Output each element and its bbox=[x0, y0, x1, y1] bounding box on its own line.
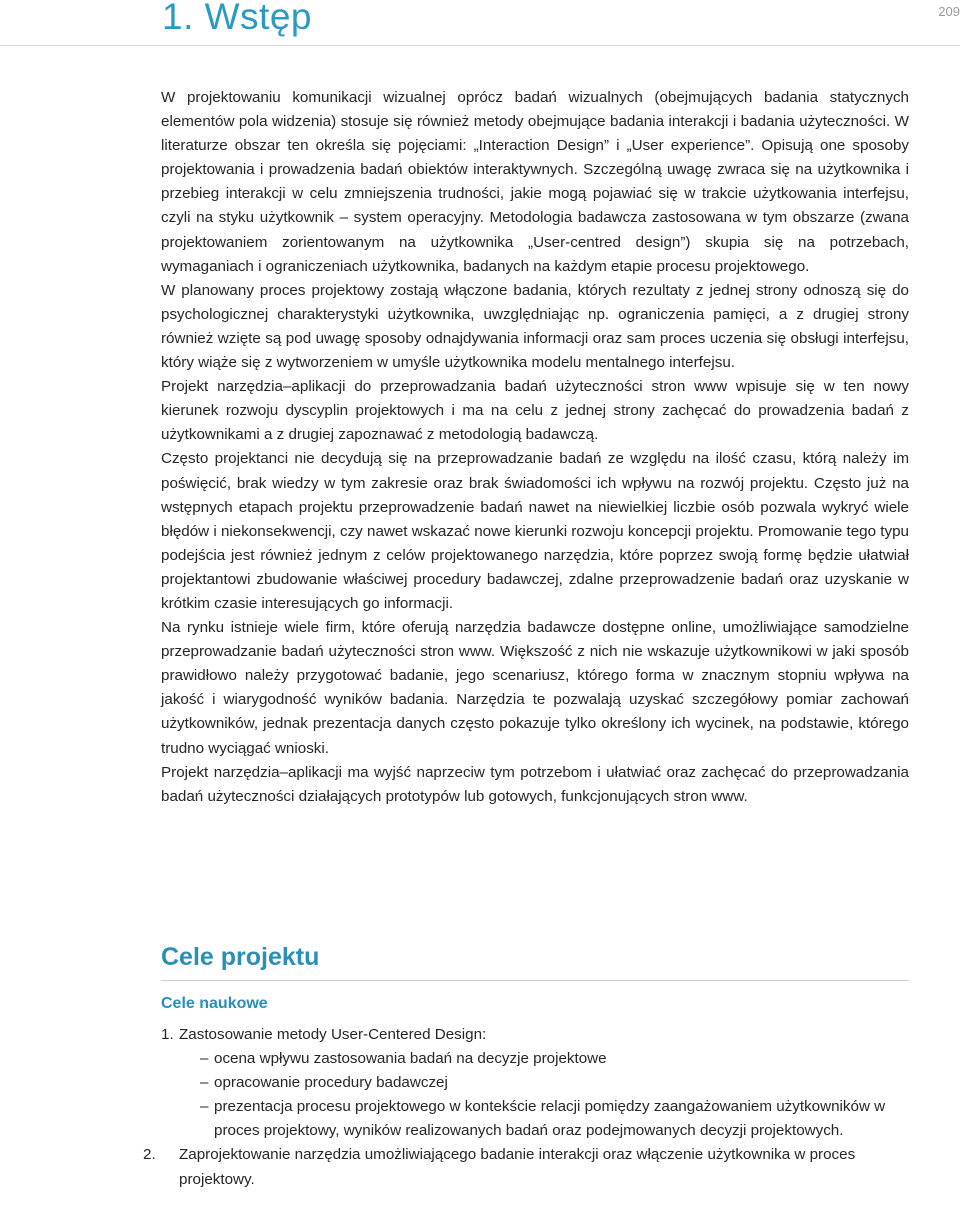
chapter-title: 1. Wstęp bbox=[162, 0, 312, 37]
list-subitem bbox=[161, 1047, 909, 1071]
list-item bbox=[143, 1143, 909, 1191]
paragraph: W projektowaniu komunikacji wizualnej oprócz badań wizualnych (obejmujących badania statycznych elementów pola widzenia) stosuje się również metody obejmujące badania interakcji i badania użyteczności. W literaturze obszar ten określa się pojęciami: „Interaction Design” i „User experience”. Opisują one sposoby projektowania i prowadzenia badań obiektów interaktywnych. Szczególną uwagę zwraca się na użytkownika i przebieg interakcji w celu zmniejszenia trudności, jakie mogą pojawiać się w trakcie użytkowania interfejsu, czyli na styku użytkownik – system operacyjny. Metodologia badawcza zastosowana w tym obszarze (zwana projektowaniem zorientowanym na użytkownika „User-centred design”) skupia się na potrzebach, wymaganiach i ograniczeniach użytkownika, badanych na każdym etapie procesu projektowego. bbox=[161, 89, 909, 275]
subsection-heading: Cele naukowe bbox=[161, 995, 268, 1012]
list-item bbox=[161, 1023, 909, 1047]
paragraph: Projekt narzędzia–aplikacji ma wyjść naprzeciw tym potrzebom i ułatwiać oraz zachęcać do przeprowadzania badań użyteczności działających prototypów lub gotowych, funkcjonujących stron www. bbox=[161, 763, 909, 805]
list-item-number: 2. bbox=[143, 1146, 156, 1164]
list-subitem bbox=[161, 1095, 909, 1143]
paragraph: Projekt narzędzia–aplikacji do przeprowadzania badań użyteczności stron www wpisuje się w ten nowy kierunek rozwoju dyscyplin projektowych i ma na celu z jednej strony zachęcać do prowadzenia badań z użytkownikami a z drugiej zapoznawać z metodologią badawczą. bbox=[161, 378, 909, 444]
section-heading: Cele projektu bbox=[161, 943, 320, 971]
list-item-text: Zaprojektowanie narzędzia umożliwiającego badanie interakcji oraz włączenie użytkownika w proces projektowy. bbox=[179, 1146, 856, 1188]
list-subitem bbox=[161, 1071, 909, 1095]
goals-list bbox=[143, 1023, 909, 1192]
paragraph: Często projektanci nie decydują się na przeprowadzanie badań ze względu na ilość czasu, którą należy im poświęcić, brak wiedzy w tym zakresie oraz brak świadomości ich wpływu na rozwój projektu. Często już na wstępnych etapach projektu przeprowadzenie badań nawet na niewielkiej liczbie osób pozwala wykryć wiele błędów i niekonsekwencji, czy nawet wskazać nowe kierunki rozwoju koncepcji projektu. Promowanie tego typu podejścia jest również jednym z celów projektowanego narzędzia, które poprzez swoją formę będzie ułatwiał projektantowi zbudowanie właściwej procedury badawczej, zdalne przeprowadzenie badań oraz uzyskanie w krótkim czasie interesujących go informacji. bbox=[161, 450, 909, 612]
list-subitem-text: opracowanie procedury badawczej bbox=[214, 1074, 448, 1092]
paragraph: W planowany proces projektowy zostają włączone badania, których rezultaty z jednej strony odnoszą się do psychologicznej charakterystyki użytkownika, uwzględniając np. ograniczenia pamięci, a z drugiej strony również wzięte są pod uwagę sposoby odnajdywania informacji oraz sam proces uczenia się obsługi interfejsu, który wiąże się z wytworzeniem w umyśle użytkownika modelu mentalnego interfejsu. bbox=[161, 281, 909, 372]
list-item-number: 1. bbox=[161, 1026, 174, 1043]
dash-bullet: – bbox=[200, 1074, 209, 1092]
dash-bullet: – bbox=[200, 1050, 209, 1068]
header-divider bbox=[0, 45, 960, 46]
list-subitem-text: ocena wpływu zastosowania badań na decyzje projektowe bbox=[214, 1050, 607, 1068]
list-subitem-text: prezentacja procesu projektowego w kontekście relacji pomiędzy zaangażowaniem użytkowników w proces projektowy, wyników realizowanych badań oraz podejmowanych decyzji projektowych. bbox=[214, 1098, 886, 1140]
page-number: 209 bbox=[938, 4, 960, 19]
subsection-divider bbox=[161, 980, 909, 981]
dash-bullet: – bbox=[200, 1098, 209, 1116]
paragraph: Na rynku istnieje wiele firm, które oferują narzędzia badawcze dostępne online, umożliwiające samodzielne przeprowadzanie badań użyteczności stron www. Większość z nich nie wskazuje użytkownikowi w jaki sposób prawidłowo należy przygotować badanie, jego scenariusz, którego forma w znacznym stopniu wpływa na jakość i wiarygodność wyników badania. Narzędzia te pozwalają uzyskać szczegółowy pomiar zachowań użytkowników, jednak prezentacja danych często pokazuje tylko określony ich wycinek, na podstawie, którego trudno wyciągać wnioski. bbox=[161, 619, 909, 757]
body-text bbox=[161, 86, 909, 809]
list-item-text: Zastosowanie metody User-Centered Design: bbox=[179, 1026, 487, 1043]
main-content bbox=[143, 86, 909, 1188]
